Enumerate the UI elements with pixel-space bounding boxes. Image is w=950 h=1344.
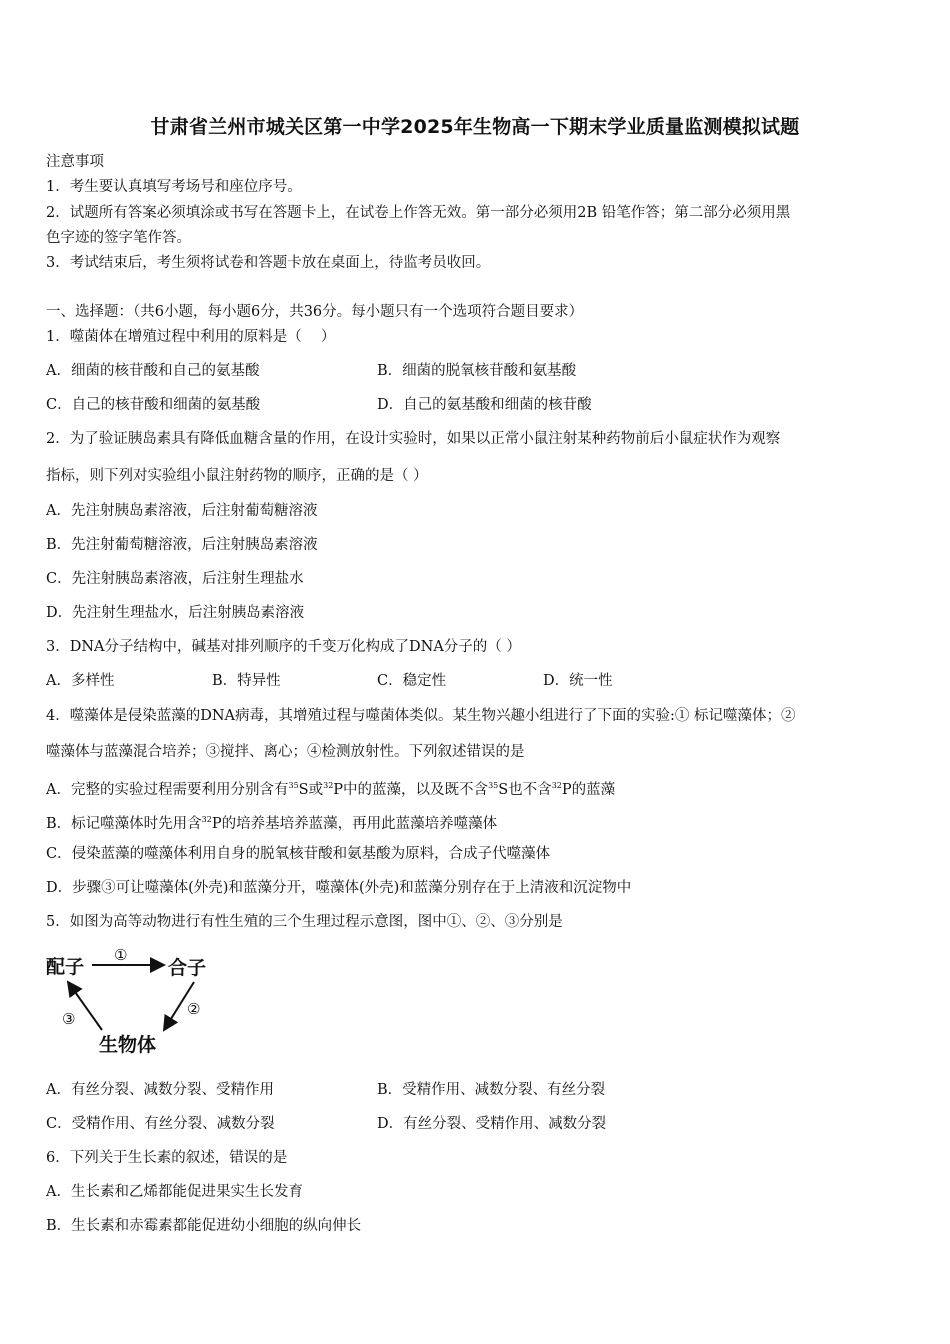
q3-option-b: B．特异性: [212, 673, 281, 689]
notice-item-1: 1．考生要认真填写考场号和座位序号。: [46, 179, 302, 195]
q1-stem: 1．噬菌体在增殖过程中利用的原料是（ ）: [46, 329, 336, 345]
q4-a-text-4: S也不含: [498, 782, 552, 798]
notice-item-2-cont: 色字迹的签字笔作答。: [46, 230, 191, 246]
q6-option-b: B．生长素和赤霉素都能促进幼小细胞的纵向伸长: [46, 1218, 362, 1234]
notice-heading: 注意事项: [46, 154, 104, 170]
diagram-label-2: ②: [187, 1000, 201, 1018]
diagram-label-1: ①: [114, 946, 128, 964]
reproduction-cycle-diagram: [44, 944, 219, 1062]
q5-option-b: B．受精作用、减数分裂、有丝分裂: [377, 1082, 606, 1098]
q1-option-a: A．细菌的核苷酸和自己的氨基酸: [46, 363, 260, 379]
q4-a-sup-4: 32: [551, 781, 562, 790]
q5-stem: 5．如图为高等动物进行有性生殖的三个生理过程示意图，图中①、②、③分别是: [46, 914, 563, 930]
q4-a-text-2: S或: [298, 782, 324, 798]
q5-option-d: D．有丝分裂、受精作用、减数分裂: [377, 1116, 607, 1132]
q4-a-sup-1: 35: [288, 781, 299, 790]
q3-option-d: D．统一性: [543, 673, 613, 689]
q4-a-sup-3: 35: [488, 781, 499, 790]
q1-option-c: C．自己的核苷酸和细菌的氨基酸: [46, 397, 261, 413]
q4-a-text-5: P的蓝藻: [561, 782, 616, 798]
q1-option-b: B．细菌的脱氧核苷酸和氨基酸: [377, 363, 577, 379]
q3-option-c: C．稳定性: [377, 673, 447, 689]
diagram-node-organism: 生物体: [99, 1034, 157, 1056]
q4-b-sup: 32: [201, 815, 212, 824]
section-heading: 一、选择题：（共6小题，每小题6分，共36分。每小题只有一个选项符合题目要求）: [46, 304, 584, 320]
q6-stem: 6．下列关于生长素的叙述，错误的是: [46, 1150, 288, 1166]
q4-a-sup-2: 32: [323, 781, 334, 790]
diagram-node-gamete: 配子: [46, 956, 85, 978]
q4-option-d: D．步骤③可让噬藻体(外壳)和蓝藻分开，噬藻体(外壳)和蓝藻分别存在于上清液和沉淀物中: [46, 880, 632, 896]
q4-stem-line1: 4．噬藻体是侵染蓝藻的DNA病毒，其增殖过程与噬菌体类似。某生物兴趣小组进行了下面的实验:① 标记噬藻体；②: [46, 708, 796, 724]
q3-stem: 3．DNA分子结构中，碱基对排列顺序的千变万化构成了DNA分子的（ ）: [46, 639, 521, 655]
q4-b-text-1: B．标记噬藻体时先用含: [46, 816, 202, 832]
q4-a-text-3: P中的蓝藻，以及既不含: [333, 782, 489, 798]
q2-stem-line1: 2．为了验证胰岛素具有降低血糖含量的作用，在设计实验时，如果以正常小鼠注射某种药物前后小鼠症状作为观察: [46, 431, 781, 447]
q1-option-d: D．自己的氨基酸和细菌的核苷酸: [377, 397, 592, 413]
q5-option-c: C．受精作用、有丝分裂、减数分裂: [46, 1116, 275, 1132]
q2-stem-line2: 指标，则下列对实验组小鼠注射药物的顺序，正确的是（ ）: [46, 468, 428, 484]
q4-option-a: [46, 776, 615, 800]
notice-item-3: 3．考试结束后，考生须将试卷和答题卡放在桌面上，待监考员收回。: [46, 255, 491, 271]
q2-option-c: C．先注射胰岛素溶液，后注射生理盐水: [46, 571, 304, 587]
q3-option-a: A．多样性: [46, 673, 115, 689]
q4-stem-line2: 噬藻体与蓝藻混合培养；③搅拌、离心；④检测放射性。下列叙述错误的是: [46, 744, 525, 760]
q4-a-text-1: A．完整的实验过程需要利用分别含有: [46, 782, 289, 798]
q2-option-d: D．先注射生理盐水，后注射胰岛素溶液: [46, 605, 305, 621]
diagram-label-3: ③: [62, 1010, 76, 1028]
diagram-node-zygote: 合子: [168, 957, 207, 979]
q4-option-c: C．侵染蓝藻的噬藻体利用自身的脱氧核苷酸和氨基酸为原料，合成子代噬藻体: [46, 846, 551, 862]
q4-option-b: [46, 810, 497, 834]
q2-option-a: A．先注射胰岛素溶液，后注射葡萄糖溶液: [46, 503, 318, 519]
notice-item-2: 2．试题所有答案必须填涂或书写在答题卡上，在试卷上作答无效。第一部分必须用2B 铅笔作答；第二部分必须用黑: [46, 205, 791, 221]
q2-option-b: B．先注射葡萄糖溶液，后注射胰岛素溶液: [46, 537, 318, 553]
page-title: 甘肃省兰州市城关区第一中学2025年生物高一下期末学业质量监测模拟试题: [150, 116, 800, 138]
q6-option-a: A．生长素和乙烯都能促进果实生长发育: [46, 1184, 303, 1200]
q5-option-a: A．有丝分裂、减数分裂、受精作用: [46, 1082, 274, 1098]
q4-b-text-2: P的培养基培养蓝藻，再用此蓝藻培养噬藻体: [211, 816, 498, 832]
